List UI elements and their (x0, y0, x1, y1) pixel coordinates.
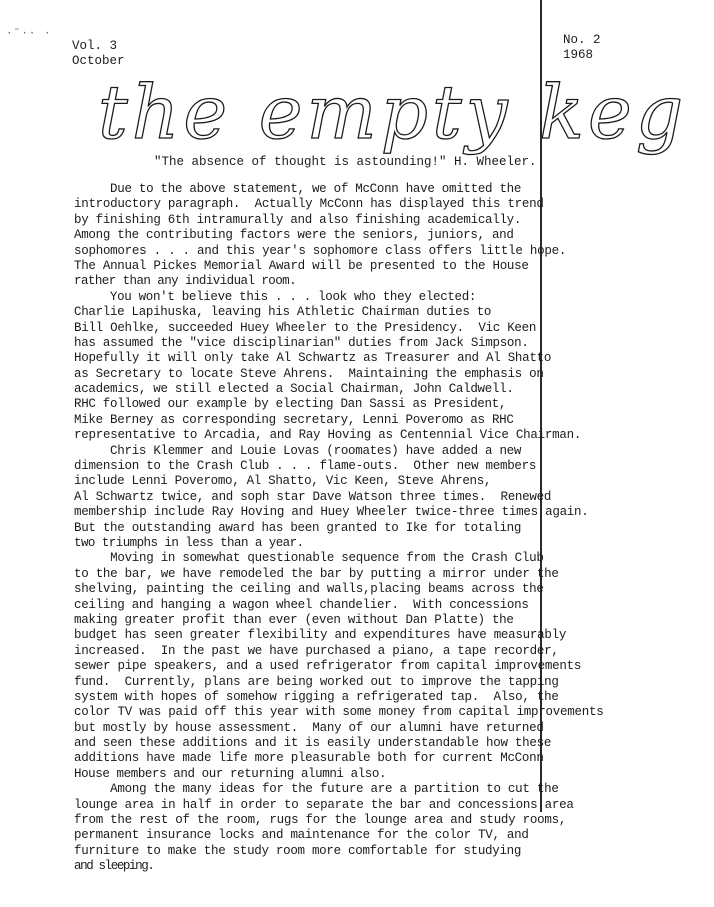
body-line: lounge area in half in order to separate the bar and concessions area (74, 797, 574, 812)
body-line: introductory paragraph. Actually McConn has displayed this trend (74, 197, 544, 212)
year-label: 1968 (563, 48, 594, 62)
body-line: budget has seen greater flexibility and expenditures have measurably (74, 628, 567, 643)
body-line: shelving, painting the ceiling and walls,placing beams across the (74, 582, 544, 597)
body-line: Among the contributing factors were the seniors, juniors, and (74, 228, 514, 243)
month-label: October (72, 54, 125, 68)
body-line: and seen these additions and it is easily understandable how these (74, 736, 552, 751)
issue-number: No. 2 (563, 33, 601, 47)
body-line: fund. Currently, plans are being worked out to improve the tapping (74, 674, 559, 689)
body-line: ceiling and hanging a wagon wheel chandelier. With concessions (74, 597, 529, 612)
body-line: dimension to the Crash Club . . . flame-outs. Other new members (74, 459, 537, 474)
body-line: academics, we still elected a Social Chairman, John Caldwell. (74, 382, 514, 397)
body-line: You won't believe this . . . look who they elected: (74, 289, 477, 304)
body-line: Due to the above statement, we of McConn have omitted the (74, 182, 522, 196)
volume-label: Vol. 3 (72, 39, 118, 53)
body-line: RHC followed our example by electing Dan Sassi as President, (74, 397, 507, 412)
body-line: Bill Oehlke, succeeded Huey Wheeler to the Presidency. Vic Keen (74, 320, 537, 335)
body-line: rather than any individual room. (74, 274, 297, 289)
body-line: Moving in somewhat questionable sequence from the Crash Club (74, 551, 544, 566)
body-line: has assumed the "vice disciplinarian" duties from Jack Simpson. (74, 335, 529, 350)
body-line: additions have made life more pleasurable both for current McConn (74, 751, 544, 766)
body-line: But the outstanding award has been granted to Ike for totaling (74, 520, 522, 535)
body-line: system with hopes of somehow rigging a refrigerated tap. Also, the (74, 689, 559, 704)
body-line: from the rest of the room, rugs for the lounge area and study rooms, (74, 813, 567, 828)
body-line: making greater profit than ever (even without Dan Platte) the (74, 612, 514, 627)
volume-info (72, 39, 125, 69)
body-line: include Lenni Poveromo, Al Shatto, Vic Keen, Steve Ahrens, (74, 474, 492, 489)
masthead-title (94, 66, 688, 164)
body-line: The Annual Pickes Memorial Award will be presented to the House (74, 258, 529, 273)
body-line: membership include Ray Hoving and Huey Wheeler twice-three times again. (74, 505, 589, 520)
masthead-title-text: the empty keg (98, 70, 688, 156)
body-line: but mostly by house assessment. Many of our alumni have returned (74, 720, 544, 735)
body-line: two triumphs in less than a year. (74, 535, 304, 550)
body-line: Charlie Lapihuska, leaving his Athletic Chairman duties to (74, 305, 492, 320)
ink-smudge: ·˜·· · (6, 28, 52, 40)
body-line: color TV was paid off this year with some money from capital improvements (74, 705, 604, 720)
body-line: representative to Arcadia, and Ray Hoving as Centennial Vice Chairman. (74, 428, 582, 443)
body-line: as Secretary to locate Steve Ahrens. Maintaining the emphasis on (74, 366, 544, 381)
body-line: to the bar, we have remodeled the bar by putting a mirror under the (74, 566, 559, 581)
body-line: sophomores . . . and this year's sophomore class offers little hope. (74, 243, 567, 258)
body-line: furniture to make the study room more comfortable for studying (74, 843, 522, 858)
body-line: Mike Berney as corresponding secretary, Lenni Poveromo as RHC (74, 412, 514, 427)
body-line: permanent insurance locks and maintenance for the color TV, and (74, 828, 529, 843)
body-line: Al Schwartz twice, and soph star Dave Watson three times. Renewed (74, 489, 552, 504)
epigraph-quote: "The absence of thought is astounding!" H. Wheeler. (154, 155, 537, 169)
body-line: by finishing 6th intramurally and also finishing academically. (74, 212, 522, 227)
body-line: sewer pipe speakers, and a used refrigerator from capital improvements (74, 659, 582, 674)
article-body (74, 182, 714, 875)
body-line: Hopefully it will only take Al Schwartz as Treasurer and Al Shatto (74, 351, 552, 366)
body-line: increased. In the past we have purchased a piano, a tape recorder, (74, 643, 559, 658)
issue-info (563, 33, 601, 63)
body-line: House members and our returning alumni also. (74, 766, 387, 781)
body-line: and sleeping. (74, 859, 154, 874)
body-line: Chris Klemmer and Louie Lovas (roomates) have added a new (74, 443, 522, 458)
body-line: Among the many ideas for the future are a partition to cut the (74, 782, 559, 797)
